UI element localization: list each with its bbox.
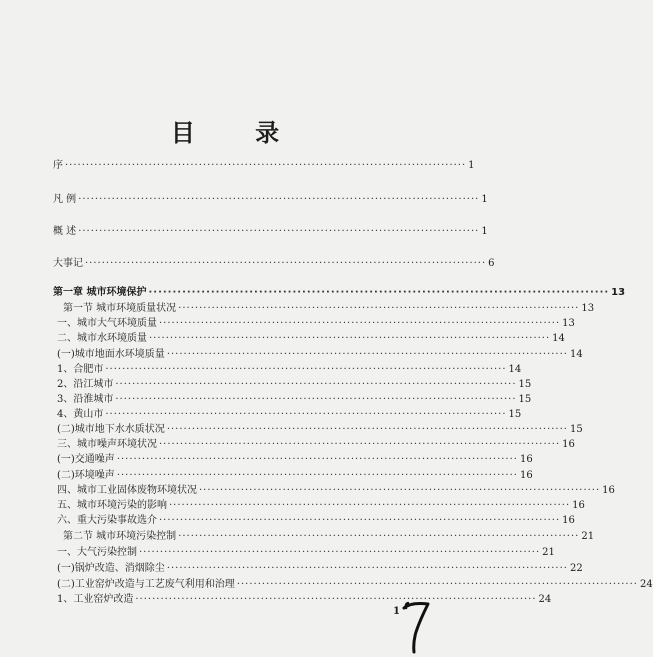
toc-entry-page: 15 bbox=[508, 409, 522, 420]
toc-entry-label: 第二节 城市环境污染控制 bbox=[63, 531, 177, 542]
toc-leader-dots: ································································································ bbox=[159, 439, 561, 450]
toc-entry-label: (二)工业窑炉改造与工艺废气利用和治理 bbox=[57, 579, 235, 590]
toc-entry bbox=[53, 254, 495, 269]
toc-entry bbox=[57, 590, 552, 605]
toc-entry-label: 四、城市工业固体废物环境状况 bbox=[57, 485, 197, 496]
toc-entry-label: 六、重大污染事故选介 bbox=[57, 515, 157, 526]
toc-entry-page: 6 bbox=[488, 258, 495, 269]
toc-entry-page: 16 bbox=[602, 485, 615, 496]
toc-entry-page: 24 bbox=[538, 594, 552, 605]
toc-entry-label: (一)锅炉改造、消烟除尘 bbox=[57, 563, 165, 574]
toc-leader-dots: ································································································ bbox=[85, 258, 487, 269]
toc-leader-dots: ································································································ bbox=[159, 318, 561, 329]
toc-entry-page: 16 bbox=[519, 454, 533, 465]
toc-entry-page: 1 bbox=[481, 226, 488, 237]
toc-entry-label: 4、黄山市 bbox=[57, 409, 104, 420]
toc-entry bbox=[53, 283, 626, 298]
toc-entry-label: 第一章 城市环境保护 bbox=[53, 287, 147, 298]
toc-entry bbox=[57, 390, 532, 405]
toc-entry-label: 第一节 城市环境质量状况 bbox=[63, 303, 177, 314]
toc-leader-dots: ································································································ bbox=[115, 394, 517, 405]
toc-leader-dots: ································································································ bbox=[135, 594, 537, 605]
toc-entry-label: 1、工业窑炉改造 bbox=[57, 594, 134, 605]
toc-entry bbox=[57, 450, 533, 465]
toc-entry-page: 16 bbox=[572, 500, 585, 511]
toc-leader-dots: ································································································ bbox=[78, 226, 480, 237]
toc-entry-label: (二)城市地下水水质状况 bbox=[57, 424, 165, 435]
toc-entry-label: 三、城市噪声环境状况 bbox=[57, 439, 157, 450]
toc-entry-page: 15 bbox=[569, 424, 583, 435]
toc-leader-dots: ································································································ bbox=[178, 303, 580, 314]
toc-leader-dots: ································································································ bbox=[65, 160, 467, 171]
toc-entry-label: 凡 例 bbox=[53, 194, 77, 205]
toc-entry-page: 15 bbox=[518, 379, 532, 390]
toc-leader-dots: ································································································ bbox=[236, 579, 638, 590]
toc-entry bbox=[53, 156, 475, 171]
toc-leader-dots: ································································································ bbox=[166, 424, 568, 435]
toc-entry-label: (一)城市地面水环境质量 bbox=[57, 349, 165, 360]
toc-entry-page: 15 bbox=[518, 394, 532, 405]
toc-entry bbox=[53, 222, 488, 237]
toc-entry-label: 2、沿江城市 bbox=[57, 379, 114, 390]
toc-entry bbox=[57, 314, 575, 329]
toc-leader-dots: ································································································ bbox=[166, 563, 568, 574]
toc-entry bbox=[57, 543, 555, 558]
toc-entry-page: 14 bbox=[569, 349, 583, 360]
toc-entry-page: 14 bbox=[508, 364, 522, 375]
toc-entry bbox=[57, 375, 532, 390]
toc-entry bbox=[57, 481, 615, 496]
toc-entry-page: 16 bbox=[519, 470, 533, 481]
toc-entry-page: 13 bbox=[581, 303, 595, 314]
toc-leader-dots: ································································································ bbox=[199, 485, 601, 496]
toc-entry bbox=[57, 405, 522, 420]
toc-entry-page: 16 bbox=[562, 515, 575, 526]
toc-entry bbox=[63, 527, 595, 542]
toc-leader-dots: ································································································ bbox=[159, 515, 561, 526]
toc-entry-page: 24 bbox=[639, 579, 653, 590]
toc-leader-dots: ································································································ bbox=[105, 409, 507, 420]
toc-entry bbox=[63, 299, 595, 314]
toc-entry bbox=[57, 435, 575, 450]
toc-leader-dots: ································································································ bbox=[115, 379, 517, 390]
toc-entry-page: 1 bbox=[468, 160, 475, 171]
toc-entry-page: 14 bbox=[552, 333, 565, 344]
toc-entry bbox=[57, 466, 533, 481]
toc-entry-label: 序 bbox=[53, 160, 63, 171]
toc-leader-dots: ································································································ bbox=[178, 531, 580, 542]
toc-entry bbox=[57, 559, 583, 574]
toc-entry-page: 21 bbox=[542, 547, 555, 558]
toc-entry-label: 概 述 bbox=[53, 226, 77, 237]
toc-leader-dots: ································································································ bbox=[149, 333, 551, 344]
toc-leader-dots: ································································································ bbox=[116, 470, 518, 481]
toc-entry-label: 二、城市水环境质量 bbox=[57, 333, 147, 344]
toc-entry-label: (二)环境噪声 bbox=[57, 470, 115, 481]
toc-entry-label: 大事记 bbox=[53, 258, 83, 269]
toc-entry bbox=[57, 575, 653, 590]
toc-entry bbox=[53, 190, 488, 205]
page-number: 1 bbox=[393, 606, 400, 617]
toc-entry-page: 1 bbox=[481, 194, 488, 205]
toc-leader-dots: ································································································ bbox=[148, 287, 610, 298]
toc-entry bbox=[57, 420, 583, 435]
toc-leader-dots: ································································································ bbox=[78, 194, 480, 205]
toc-entry bbox=[57, 511, 575, 526]
toc-entry-page: 13 bbox=[611, 287, 626, 298]
toc-entry-page: 22 bbox=[569, 563, 583, 574]
toc-leader-dots: ································································································ bbox=[166, 349, 568, 360]
toc-entry-label: 五、城市环境污染的影响 bbox=[57, 500, 167, 511]
toc-entry-label: (一)交通噪声 bbox=[57, 454, 115, 465]
toc-entry bbox=[57, 496, 585, 511]
handwritten-mark bbox=[401, 598, 431, 654]
toc-entry-page: 16 bbox=[562, 439, 575, 450]
toc-leader-dots: ································································································ bbox=[169, 500, 571, 511]
toc-leader-dots: ································································································ bbox=[139, 547, 541, 558]
toc-entry-label: 一、城市大气环境质量 bbox=[57, 318, 157, 329]
toc-entry-label: 3、沿淮城市 bbox=[57, 394, 114, 405]
toc-entry-page: 13 bbox=[562, 318, 575, 329]
toc-leader-dots: ································································································ bbox=[105, 364, 507, 375]
toc-entry-label: 一、大气污染控制 bbox=[57, 547, 137, 558]
toc-entry-label: 1、合肥市 bbox=[57, 364, 104, 375]
toc-entry bbox=[57, 360, 522, 375]
toc-entry bbox=[57, 329, 565, 344]
page-title: 目 录 bbox=[170, 119, 306, 147]
toc-leader-dots: ································································································ bbox=[116, 454, 518, 465]
toc-entry bbox=[57, 345, 583, 360]
toc-entry-page: 21 bbox=[581, 531, 595, 542]
